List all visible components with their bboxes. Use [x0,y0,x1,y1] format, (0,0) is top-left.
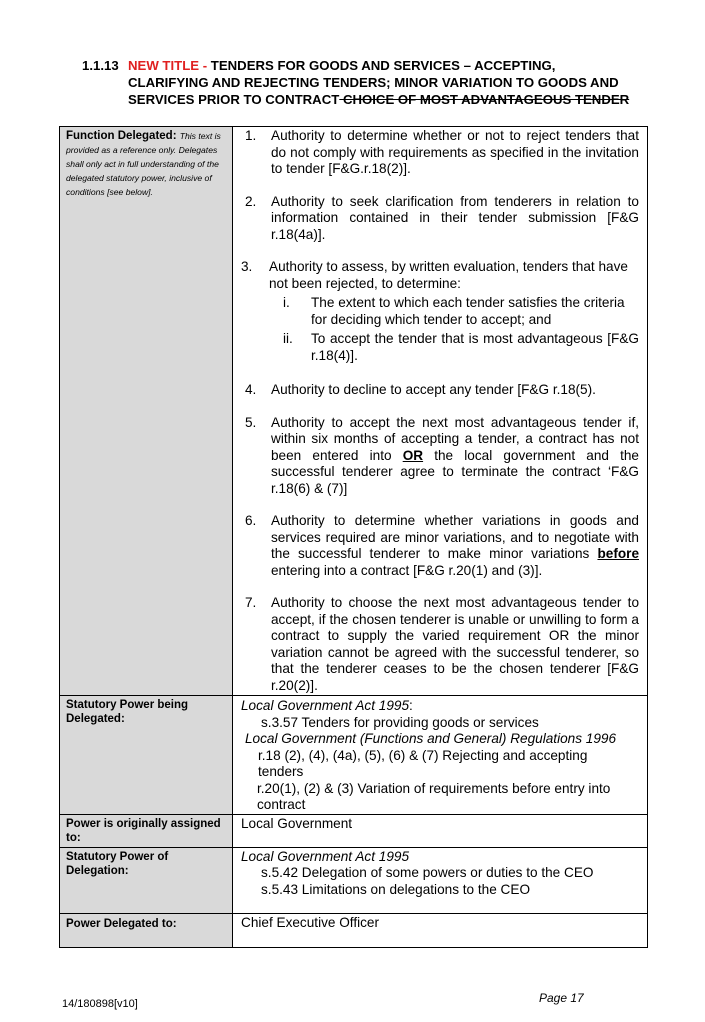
function-delegated-note: This text is provided as a reference only. Delegates shall only act in full understanding of the delegated statutory power, inclusive of conditions [see below]. [66,131,221,197]
list-item [241,513,639,579]
item-text-part: the local government and the successful tenderer agree to terminate the contract ‘F&G r.18(6) & (7)] [271,447,639,496]
item-text-part: Authority to accept the next most advantageous tender if, within six months of accepting a tender, a contract has not been entered into [271,414,639,463]
item-text [271,513,639,579]
item-number: 3. [241,259,253,274]
regulation-ref-cont: contract [257,797,306,812]
item-text: Authority to decline to accept any tender [F&G r.18(5). [271,382,596,397]
regulation-name: Local Government (Functions and General) Regulations 1996 [245,731,617,746]
statutory-power-label: Statutory Power being Delegated: [60,696,233,815]
row-power-of-delegation [60,847,648,913]
power-of-delegation-label: Statutory Power of Delegation: [60,847,233,913]
page-number: Page 17 [539,991,584,1005]
power-assigned-value: Local Government [233,814,648,847]
function-delegated-content [233,127,648,696]
list-item [241,595,639,694]
section-ref: s.5.43 Limitations on delegations to the CEO [261,881,531,897]
item-number: 2. [245,193,257,209]
sub-list-item [277,331,639,364]
list-item [241,382,639,399]
struck-old-title: CHOICE OF MOST ADVANTAGEOUS TENDER [339,92,630,107]
heading-line-1 [82,57,682,74]
item-number: 7. [245,595,257,610]
item-text: Authority to determine whether or not to reject tenders that do not comply with requirements as specified in the invitation to tender [F&G.r.18(2)]. [271,128,639,176]
statutory-power-content [233,696,648,815]
delegated-to-label: Power Delegated to: [60,913,233,947]
heading-text-1: TENDERS FOR GOODS AND SERVICES – ACCEPTING, [210,58,556,73]
function-delegated-label: Function Delegated: [66,130,177,142]
list-item [241,415,639,498]
document-reference: 14/180898[v10] [62,998,138,1010]
row-statutory-power [60,696,648,815]
row-function-delegated [60,127,648,696]
item-text: Authority to choose the next most advantageous tender to accept, if the chosen tenderer is unable or unwilling to form a contract to supply the varied requirement OR the minor variation cannot be agreed with the successful tenderer, so that the tenderer ceases to be the chosen tenderer [F&G r.20(2)]. [271,595,639,693]
sub-list-item [277,295,639,328]
list-item [241,194,639,244]
row-delegated-to [60,913,648,947]
item-number: 6. [245,513,257,528]
heading-dash: - [199,58,211,73]
item-text: Authority to seek clarification from tenderers in relation to information contained in their tender submission [F&G r.18(4a)]. [271,193,639,242]
act-name: Local Government Act 1995 [241,848,410,864]
section-heading [82,57,682,108]
item-text-part: entering into a contract [F&G r.20(1) and (3)]. [271,562,543,578]
function-delegated-label-cell [60,127,233,696]
act-colon: : [409,698,413,713]
act-line [241,698,639,715]
act-name: Local Government Act 1995 [241,698,410,713]
power-of-delegation-content [233,847,648,913]
heading-line-2: CLARIFYING AND REJECTING TENDERS; MINOR VARIATION TO GOODS AND [128,75,619,90]
sub-item-number: ii. [283,331,293,346]
item-number: 5. [245,414,257,430]
section-ref: s.5.42 Delegation of some powers or duties to the CEO [261,865,594,880]
heading-text-3: SERVICES PRIOR TO CONTRACT [128,92,340,107]
sub-item-number: i. [283,295,290,310]
list-item [241,128,639,178]
item-number: 4. [245,382,257,397]
section-ref: s.3.57 Tenders for providing goods or services [261,714,539,730]
regulation-ref-cont: tenders [258,764,304,779]
regulation-ref: r.20(1), (2) & (3) Variation of requirements before entry into [257,780,611,796]
item-number: 1. [245,128,257,143]
new-title-marker: NEW TITLE [128,58,200,73]
heading-line-3 [82,91,682,108]
row-power-assigned [60,814,648,847]
sub-item-text: To accept the tender that is most advantageous [F&G r.18(4)]. [311,331,639,363]
delegation-table [59,126,648,948]
emphasis-or: OR [402,447,424,463]
item-text: Authority to assess, by written evaluation, tenders that have not been rejected, to determine: [269,259,628,291]
emphasis-before: before [597,546,639,561]
list-item [241,259,639,292]
power-assigned-label: Power is originally assigned to: [60,814,233,847]
delegated-to-value: Chief Executive Officer [233,913,648,947]
section-number: 1.1.13 [82,58,119,73]
item-text [271,415,639,498]
item-text-part: Authority to determine whether variations in goods and services required are minor variations, and to negotiate with the successful tenderer to make minor variations [271,513,639,561]
regulation-ref: r.18 (2), (4), (4a), (5), (6) & (7) Rejecting and accepting [258,747,588,763]
sub-item-text: The extent to which each tender satisfies the criteria for deciding which tender to accept; and [311,295,625,327]
